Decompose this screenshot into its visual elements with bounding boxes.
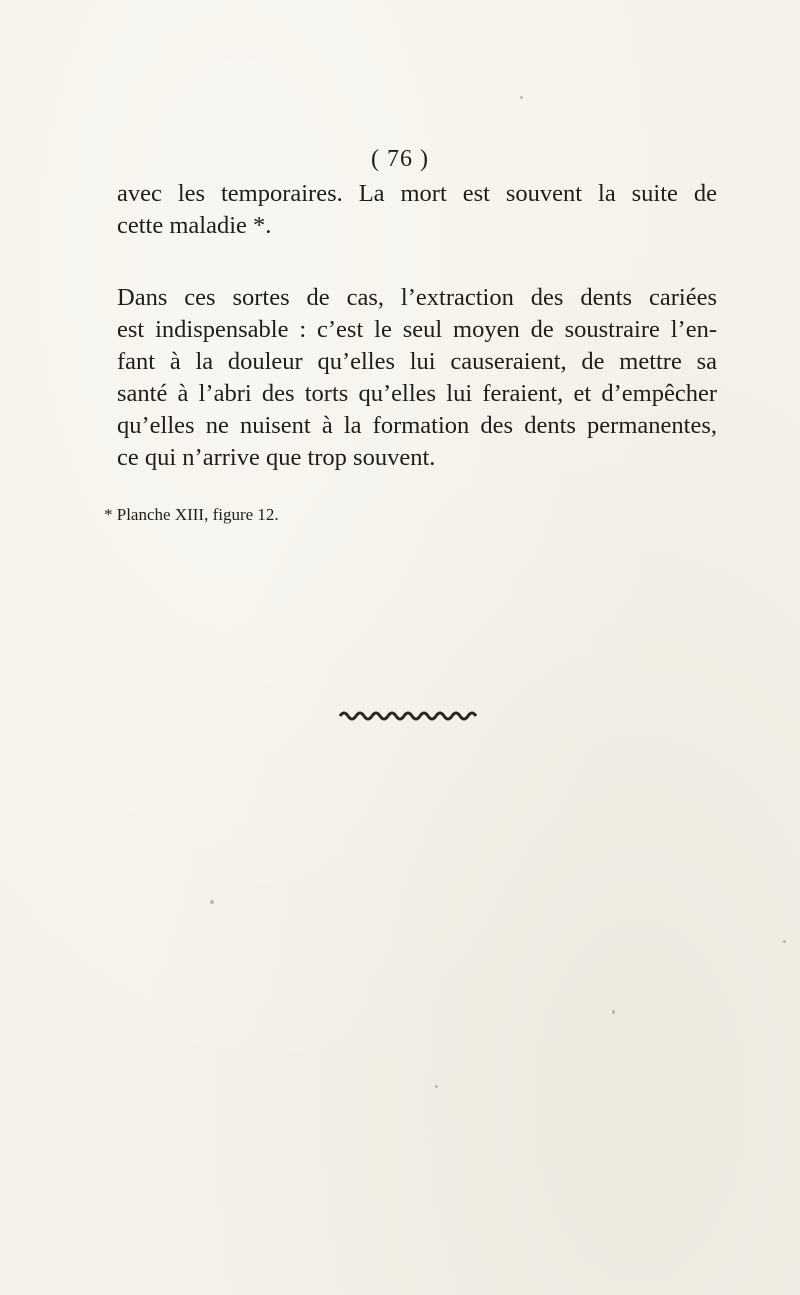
paragraph-continuation <box>117 178 717 242</box>
text-line: fant à la douleur qu’elles lui causeraient, de mettre sa <box>117 348 717 375</box>
text-line: qu’elles ne nuisent à la formation des dents permanentes, <box>117 412 717 439</box>
text-line: avec les temporaires. La mort est souvent la suite de <box>117 180 717 207</box>
paper-speck <box>520 96 523 99</box>
footnote: * Planche XIII, figure 12. <box>104 505 279 524</box>
text-line: Dans ces sortes de cas, l’extraction des dents cariées <box>117 284 717 311</box>
paper-speck <box>210 900 214 904</box>
text-line: santé à l’abri des torts qu’elles lui feraient, et d’empêcher <box>117 380 717 407</box>
paper-speck <box>783 940 786 943</box>
paper-speck <box>435 1085 438 1088</box>
text-line: est indispensable : c’est le seul moyen de soustraire l’en- <box>117 316 717 343</box>
text-line: cette maladie *. <box>117 212 272 239</box>
paper-speck <box>612 1010 615 1014</box>
page-number: ( 76 ) <box>371 146 429 172</box>
paragraph-extraction <box>117 282 717 474</box>
decorative-wave-rule-icon <box>338 708 478 724</box>
text-line: ce qui n’arrive que trop souvent. <box>117 444 436 471</box>
